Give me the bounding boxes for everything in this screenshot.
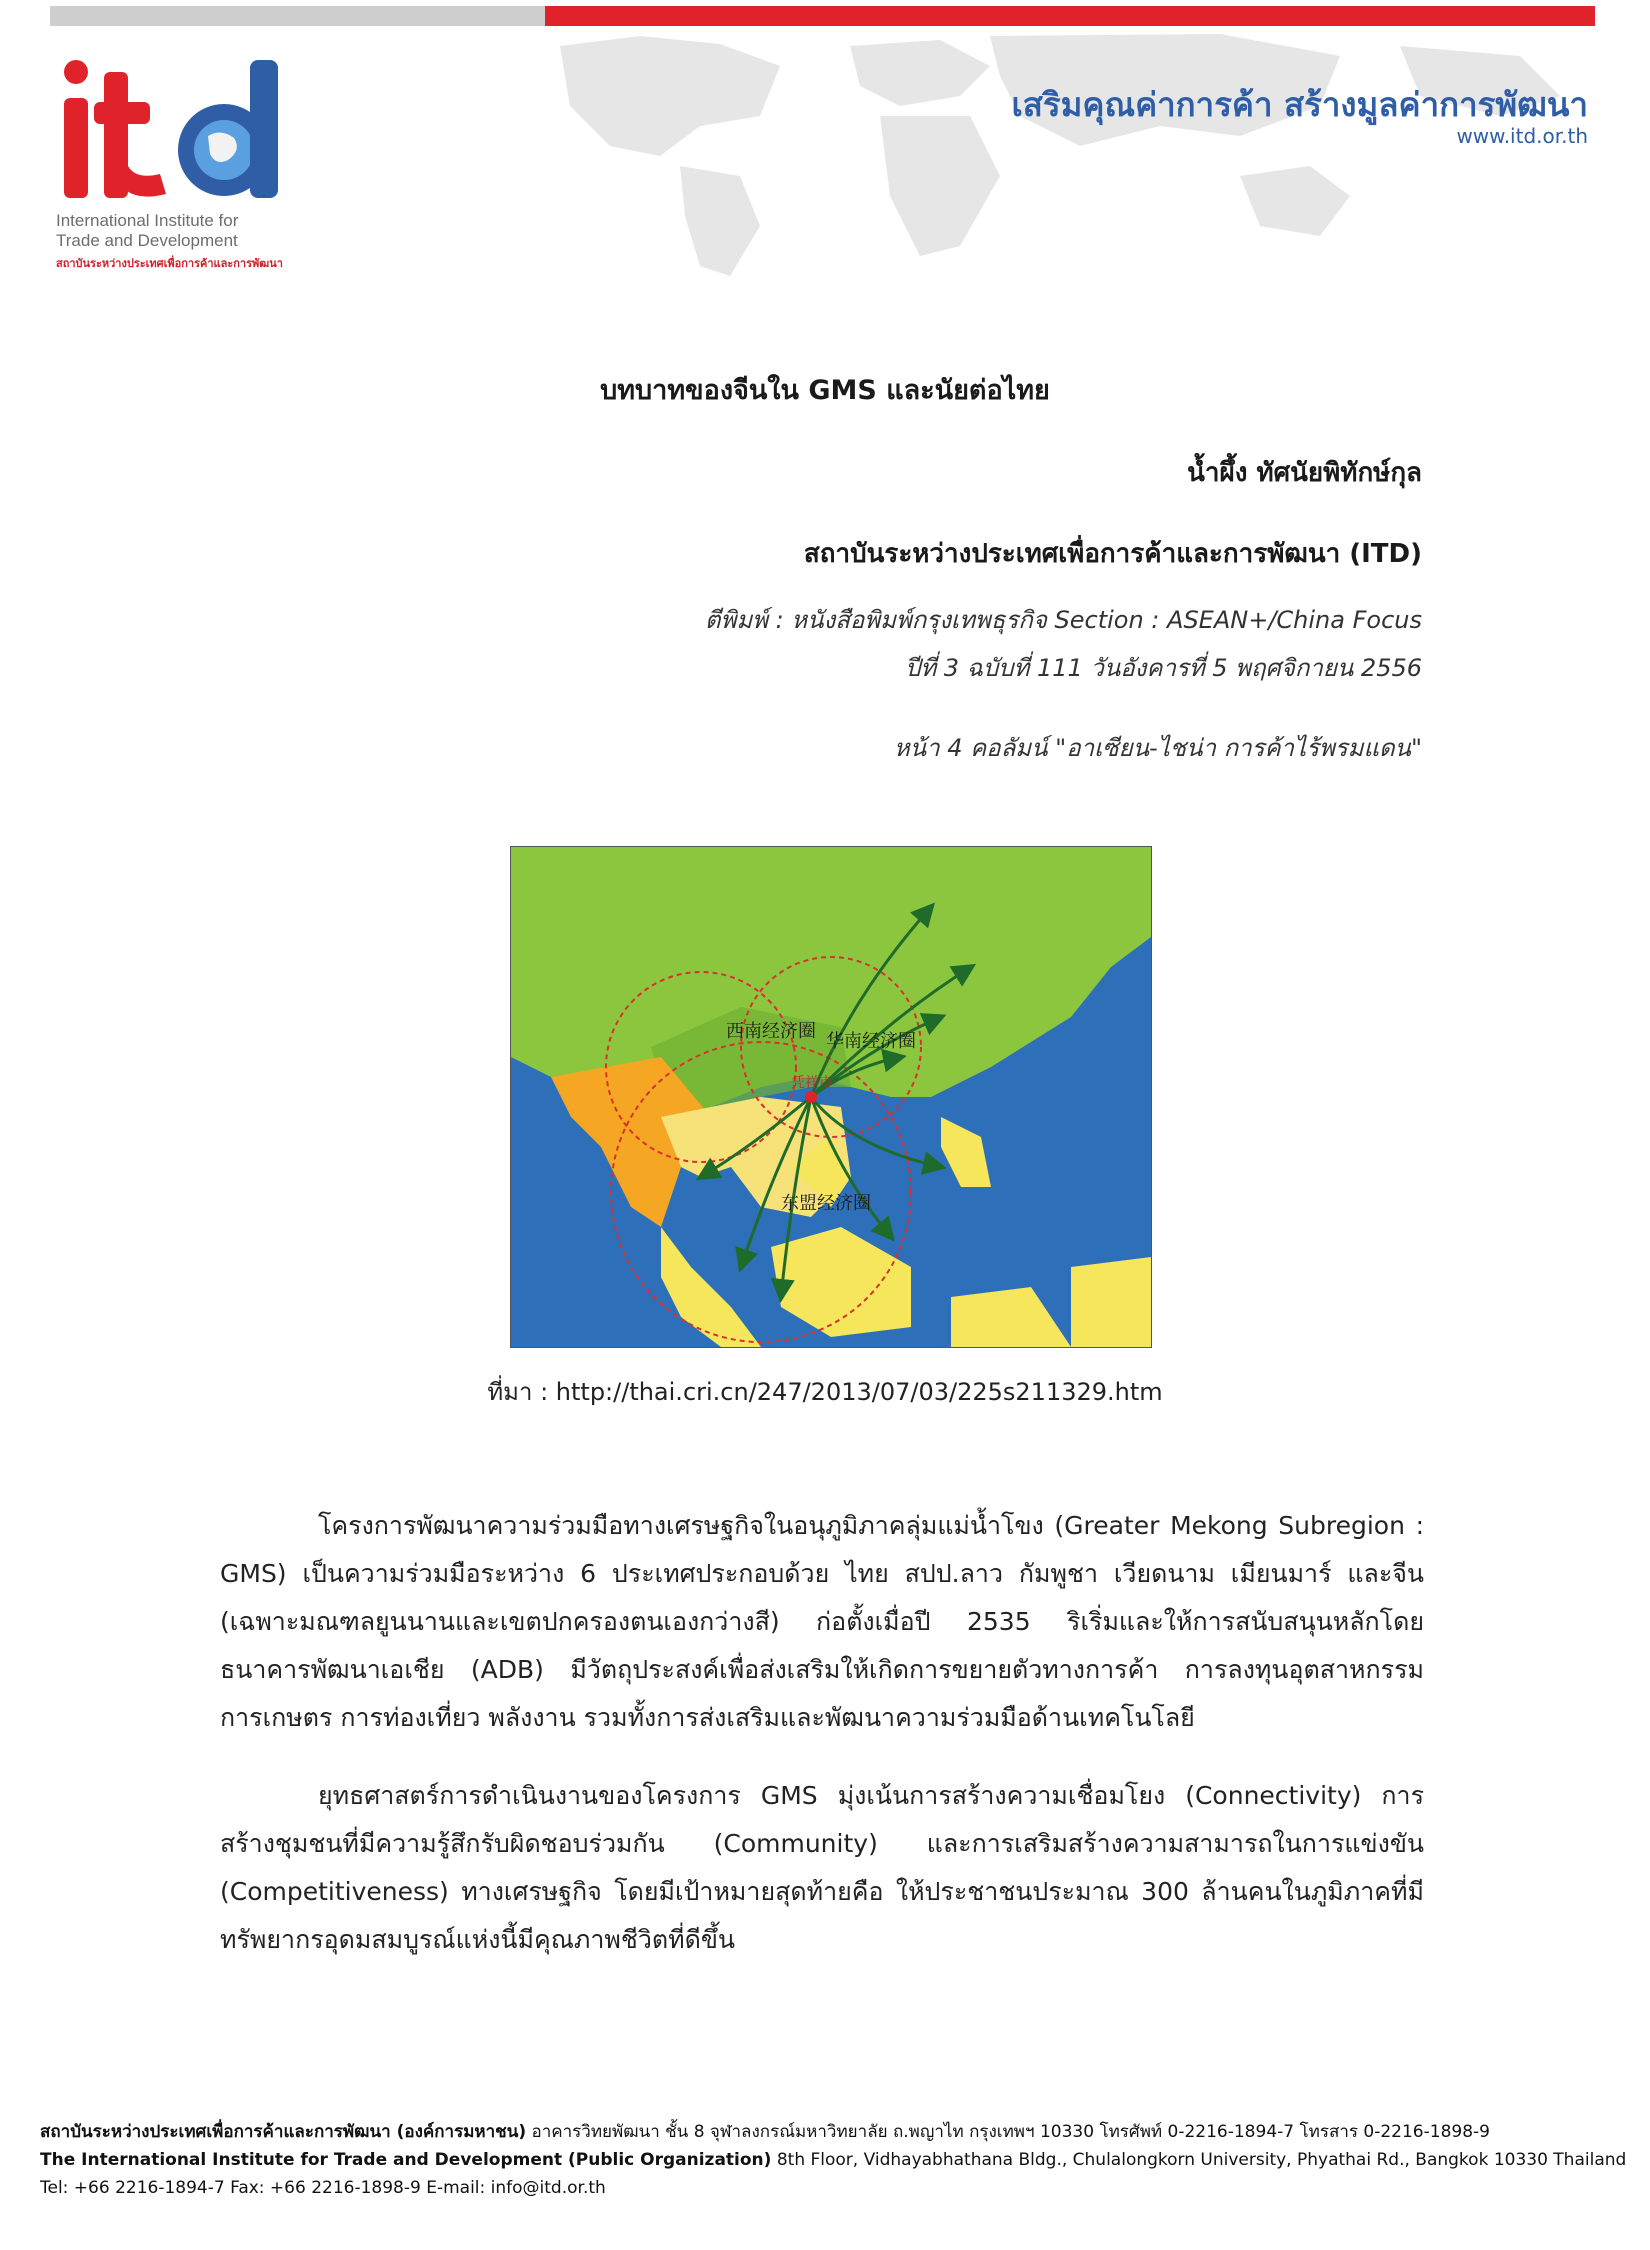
gms-economic-map	[510, 846, 1152, 1348]
header-red-bar	[545, 6, 1595, 26]
footer-line-1-bold: สถาบันระหว่างประเทศเพื่อการค้าและการพัฒนา (องค์การมหาชน)	[40, 2122, 527, 2142]
header-grey-bar	[50, 6, 545, 26]
figure-source: ที่มา : http://thai.cri.cn/247/2013/07/03/225s211329.htm	[487, 1378, 1163, 1406]
footer-line-2-rest: 8th Floor, Vidhayabhathana Bldg., Chulalongkorn University, Phyathai Rd., Bangkok 10330 Thailand	[771, 2150, 1627, 2170]
world-map-background	[520, 26, 1580, 294]
body-paragraph-1	[220, 1502, 1424, 1742]
publication-line-2: ปีที่ 3 ฉบับที่ 111 วันอังคารที่ 5 พฤศจิกายน 2556	[905, 654, 1422, 682]
body-paragraph-2-text: ยุทธศาสตร์การดำเนินงานของโครงการ GMS มุ่งเน้นการสร้างความเชื่อมโยง (Connectivity) การสร้างชุมชนที่มีความรู้สึกรับผิดชอบร่วมกัน (Community) และการเสริมสร้างความสามารถในการแข่งขัน (Competitiveness) ทางเศรษฐกิจ โดยมีเป้าหมายสุดท้ายคือ ให้ประชาชนประมาณ 300 ล้านคนในภูมิภาคที่มีทรัพยากรอุดมสมบูรณ์แห่งนี้มีคุณภาพชีวิตที่ดีขึ้น	[220, 1781, 1424, 1954]
footer-line-2	[40, 2146, 1627, 2174]
header-tagline: เสริมคุณค่าการค้า สร้างมูลค่าการพัฒนา	[1011, 85, 1588, 124]
map-label-southwest: 西南经济圈	[726, 1021, 816, 1042]
map-label-asean: 东盟经济圈	[781, 1193, 871, 1214]
article-institute: สถาบันระหว่างประเทศเพื่อการค้าและการพัฒนา (ITD)	[803, 539, 1422, 569]
article-author: น้ำผึ้ง ทัศนัยพิทักษ์กุล	[1187, 458, 1422, 488]
itd-logo-mark	[56, 58, 306, 208]
logo-caption-line3: สถาบันระหว่างประเทศเพื่อการค้าและการพัฒนา	[56, 258, 283, 270]
footer-line-3: Tel: +66 2216-1894-7 Fax: +66 2216-1898-9 E-mail: info@itd.or.th	[40, 2178, 606, 2198]
publication-line-3: หน้า 4 คอลัมน์ "อาเซียน-ไชน่า การค้าไร้พรมแดน"	[893, 734, 1422, 762]
logo-caption-line1: International Institute for	[56, 211, 239, 230]
map-label-southchina: 华南经济圈	[826, 1031, 916, 1052]
footer-line-1	[40, 2118, 1620, 2146]
footer-line-1-rest: อาคารวิทยพัฒนา ชั้น 8 จุฬาลงกรณ์มหาวิทยาลัย ถ.พญาไท กรุงเทพฯ 10330 โทรศัพท์ 0-2216-1894-7 โทรสาร 0-2216-1898-9	[526, 2122, 1490, 2142]
article-title: บทบาทของจีนใน GMS และนัยต่อไทย	[600, 375, 1050, 406]
footer	[40, 2118, 1627, 2202]
itd-logo	[56, 58, 306, 278]
header-website[interactable]: www.itd.or.th	[1456, 124, 1588, 148]
body-paragraph-2	[220, 1772, 1424, 1964]
publication-line-1: ตีพิมพ์ : หนังสือพิมพ์กรุงเทพธุรกิจ Section : ASEAN+/China Focus	[704, 606, 1422, 634]
logo-caption-line2: Trade and Development	[56, 231, 238, 250]
map-label-city: 凭祥市	[791, 1075, 833, 1091]
body-paragraph-1-text: โครงการพัฒนาความร่วมมือทางเศรษฐกิจในอนุภูมิภาคลุ่มแม่น้ำโขง (Greater Mekong Subregion : GMS) เป็นความร่วมมือระหว่าง 6 ประเทศประกอบด้วย ไทย สปป.ลาว กัมพูชา เวียดนาม เมียนมาร์ และจีน (เฉพาะมณฑลยูนนานและเขตปกครองตนเองกว่างสี) ก่อตั้งเมื่อปี 2535 ริเริ่มและให้การสนับสนุนหลักโดยธนาคารพัฒนาเอเชีย (ADB) มีวัตถุประสงค์เพื่อส่งเสริมให้เกิดการขยายตัวทางการค้า การลงทุนอุตสาหกรรม การเกษตร การท่องเที่ยว พลังงาน รวมทั้งการส่งเสริมและพัฒนาความร่วมมือด้านเทคโนโลยี	[220, 1511, 1424, 1732]
footer-line-2-bold: The International Institute for Trade and Development (Public Organization)	[40, 2150, 772, 2170]
